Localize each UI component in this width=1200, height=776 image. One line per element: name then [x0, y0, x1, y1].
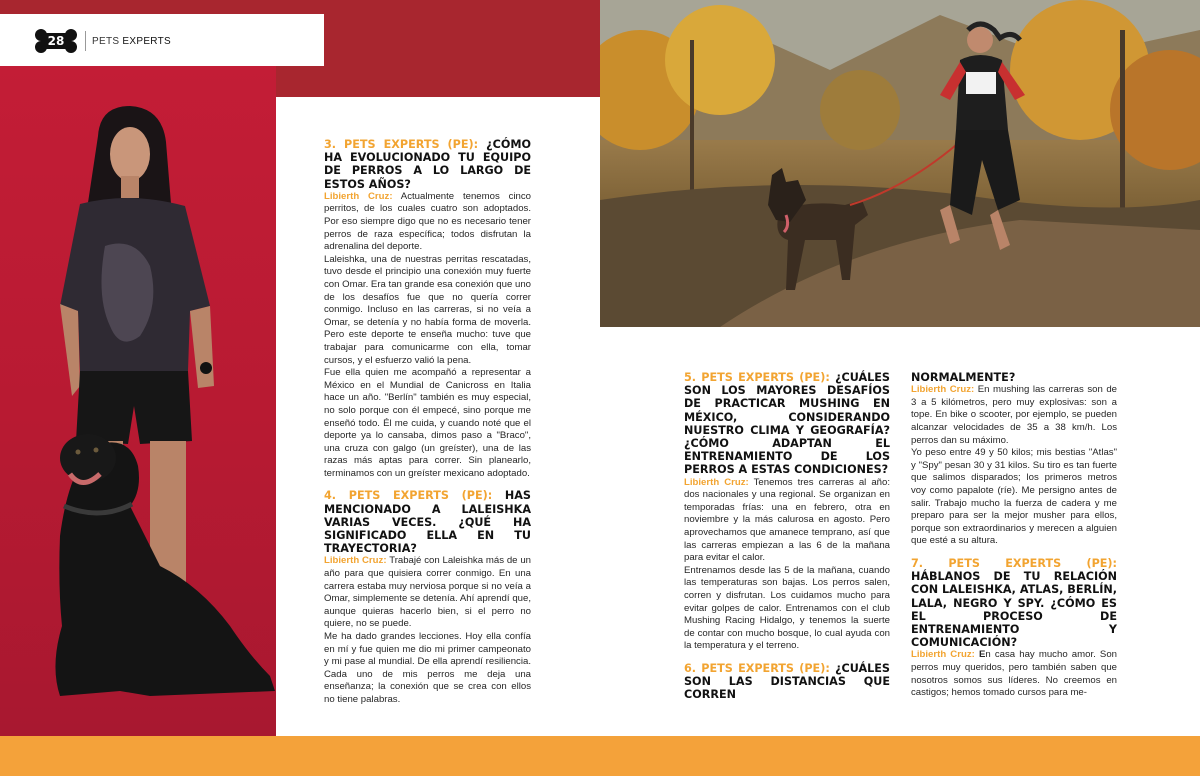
answer-6-p1 [911, 384, 1117, 447]
question-5-tag: 5. PETS EXPERTS (PE): [684, 371, 836, 384]
question-7-tag: 7. PETS EXPERTS (PE): [911, 556, 1117, 570]
answer-5-p1 [684, 477, 890, 565]
answer-4-p1-text: Trabajé con Laleishka más de un año para que quisiera correr conmigo. En una carrera estaba muy nerviosa porque si no veía a Omar, simplemente se detenía. Ahí aprendí que, aunque quieras hacerlo bien, si el perro no quiere, no se puede. [324, 555, 531, 630]
footer-orange-strip [0, 736, 1200, 776]
page-number: 28 [47, 34, 65, 48]
question-4-tag: 4. PETS EXPERTS (PE): [324, 489, 505, 503]
answer-4-p1 [324, 555, 531, 631]
answer-3-p3: Fue ella quien me acompañó a representar a México en el Mundial de Canicross en Italia hace un año. "Berlín" también es muy especial, no solo porque con él empecé, sino porque me enseñó todo. Él me cuida, y cuando noté que el deporte ya lo cansaba, dimos paso a "Braco", una cruza con galgo (un greíster), una de las razas más aptas para correr. Sin planearlo, terminamos con un greíster mexicano adoptado. [324, 367, 531, 479]
question-4-text: HAS MENCIONADO A LALEISHKA VARIAS VECES. ¿QUÉ HA SIGNIFICADO ELLA EN TU TRAYECTORIA? [324, 489, 531, 556]
race-photo [600, 0, 1200, 327]
section-label-bold: EXPERTS [122, 36, 172, 47]
section-label-light: PETS [92, 36, 123, 47]
question-6-text: ¿CUÁLES SON LAS DISTANCIAS QUE CORREN [684, 661, 890, 702]
bone-page-badge [35, 29, 77, 53]
question-3-tag: 3. PETS EXPERTS (PE): [324, 138, 487, 151]
question-6-continued: NORMALMENTE? [911, 371, 1016, 384]
answer-3-p1-text: Actualmente tenemos cinco perritos, de los cuales cuatro son adoptados. Por eso siempre digo que no es necesario tener perros de raza específica; todos disfrutan la adrenalina del deporte. [324, 190, 531, 253]
answer-4-p2: Me ha dado grandes lecciones. Hoy ella confía en mí y fue quien me dio mi primer campeonato y mi pase al mundial. De ella aprendí resiliencia. Cada uno de mis perros me deja una enseñanza; la conexión que se crea con ellos no tiene palabras. [324, 631, 531, 706]
portrait-illustration [0, 66, 276, 736]
text-column-2 [684, 371, 890, 702]
answer-3-p2: Laleishka, una de nuestras perritas rescatadas, tuvo desde el principio una conexión muy fuerte con Omar. Era tan grande esa conexión que uno de los desafíos fue que no quería correr conmigo. Incluso en las carreras, si no veía a Omar, se detenía y no había forma de moverla. Pero este deporte te enseña mucho: tuve que trabajar para comunicarme con ella, tomar cursos, y el esfuerzo valió la pena. [324, 253, 531, 366]
question-5-text: ¿CUÁLES SON LOS MAYORES DESAFÍOS DE PRACTICAR MUSHING EN MÉXICO, CONSIDERANDO NUESTRO CLIMA Y GEOGRAFÍA? ¿CÓMO ADAPTAN EL ENTRENAMIENTO DE LOS PERROS A ESTAS CONDICIONES? [684, 371, 890, 477]
question-7-text: HÁBLANOS DE TU RELACIÓN CON LALEISHKA, ATLAS, BERLÍN, LALA, NEGRO Y SPY. ¿CÓMO ES EL PROCESO DE ENTRENAMIENTO Y COMUNICACIÓN? [911, 570, 1117, 650]
answer-7-first-letter: E [978, 649, 986, 661]
answer-6-p1-text: En mushing las carreras son de 3 a 5 kilómetros, pero muy explosivas: son a tope. En bike o scooter, por ejemplo, se pueden alcanzar velocidades de 35 a 38 km/h. Los perros dan su máximo. [911, 384, 1118, 446]
answer-7-p1 [911, 649, 1117, 699]
answer-6-p2: Yo peso entre 49 y 50 kilos; mis bestias "Atlas" y "Spy" pesan 30 y 31 kilos. Su tiro es tan fuerte que salimos disparados; los primeros metros voy como papalote (ríe). Me persigno antes de salir. Trabajo mucho la fuerza de cadera y me preparo para ser la mejor musher para ellos, porque son extraordinarios y merecen a alguien que esté a su altura. [911, 447, 1117, 547]
answer-3-p1 [324, 191, 531, 254]
answer-5-p1-text: Tenemos tres carreras al año: dos nacionales y una regional. Se organizan en temporadas frías: una en febrero, otra en noviembre y la más calurosa en agosto. Pero aprovechamos que amanece temprano, así que las carreras empiezan a las 6 de la mañana para evitar el calor. [684, 476, 890, 564]
speaker-label: Libierth Cruz: [911, 384, 975, 396]
speaker-label: Libierth Cruz: [911, 649, 975, 661]
portrait-photo [0, 66, 276, 736]
race-illustration [600, 0, 1200, 327]
question-7 [911, 557, 1117, 649]
text-column-3 [911, 371, 1117, 700]
text-column-1 [324, 138, 531, 707]
section-label [92, 36, 171, 47]
header-divider [85, 31, 86, 51]
question-3 [324, 138, 531, 191]
question-5 [684, 371, 890, 477]
question-3-text: ¿CÓMO HA EVOLUCIONADO TU EQUIPO DE PERROS A LO LARGO DE ESTOS AÑOS? [324, 138, 531, 191]
speaker-label: Libierth Cruz: [324, 190, 393, 202]
speaker-label: Libierth Cruz: [324, 555, 387, 567]
answer-5-p2: Entrenamos desde las 5 de la mañana, cuando las temperaturas son bajas. Los perros salen, corren y disfrutan. Los cuidamos mucho para evitar golpes de calor. Entrenamos con el club Mushing Racing Hidalgo, y tenemos la suerte de contar con mucho bosque, lo cual ayuda con la temperatura y el terreno. [684, 564, 890, 652]
answer-7-p1-text: n casa hay mucho amor. Son perros muy queridos, pero también saben que nosotros somos sus líderes. No creemos en castigos; hemos tomado cursos para me- [911, 649, 1117, 699]
question-6-tag: 6. PETS EXPERTS (PE): [684, 661, 836, 675]
speaker-label: Libierth Cruz: [684, 476, 749, 488]
question-6 [684, 662, 890, 702]
question-4 [324, 489, 531, 555]
